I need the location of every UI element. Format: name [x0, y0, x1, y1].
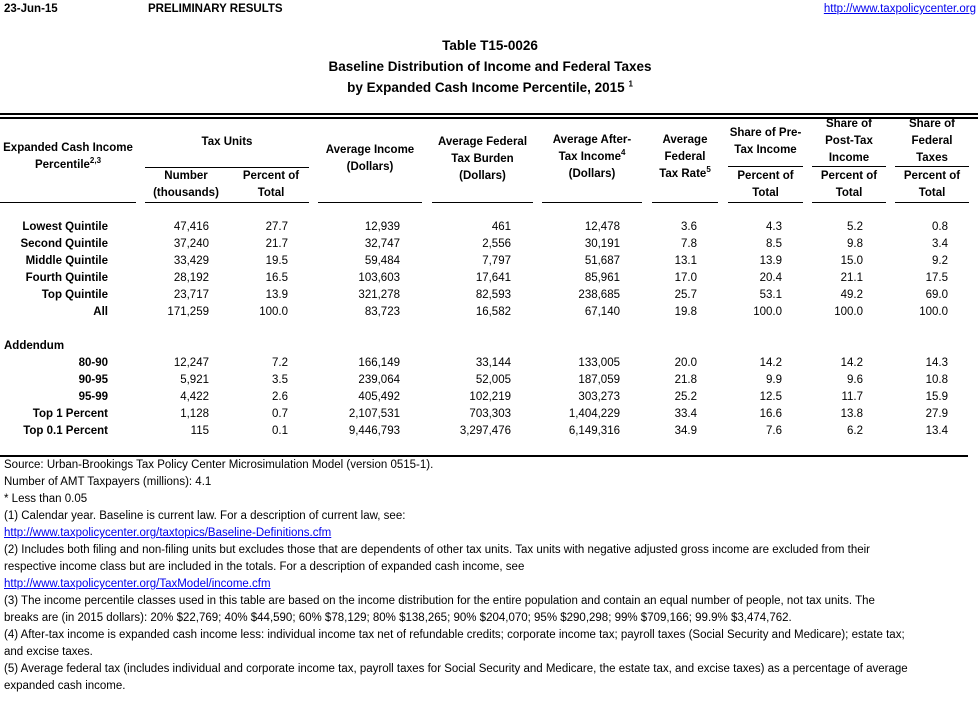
cell-share-posttax: 5.2 — [847, 221, 863, 233]
col-header-percentile — [0, 140, 136, 174]
col-subheader-share-fedtax-line1: Percent of — [903, 170, 961, 182]
row-label: Fourth Quintile — [25, 272, 108, 284]
col-subheader-share-pretax-line1: Percent of — [737, 170, 794, 182]
col-header-pct-total — [232, 168, 310, 202]
taxpolicycenter-link[interactable]: http://www.taxpolicycenter.org — [823, 3, 976, 15]
col-subheader-share-pretax-line2: Total — [752, 187, 779, 199]
cell-share-posttax: 13.8 — [840, 408, 863, 420]
cell-number: 5,921 — [180, 374, 209, 386]
cell-share-fedtax: 10.8 — [925, 374, 948, 386]
col-header-pct-total-line2: Total — [257, 187, 285, 199]
cell-avg-after-tax: 12,478 — [584, 221, 620, 233]
cell-avg-income: 32,747 — [364, 238, 400, 250]
cell-number: 23,717 — [173, 289, 209, 301]
cell-pct-total: 0.1 — [272, 425, 288, 437]
note-3-line2: breaks are (in 2015 dollars): 20% $22,769; 40% $44,590; 60% $78,129; 80% $138,265; 90% $204,070; 95% $290,298; 99% $709,166; 99.9% $3,474,762. — [4, 612, 792, 624]
col-header-number — [145, 168, 227, 202]
cell-avg-after-tax: 1,404,229 — [568, 408, 620, 420]
col-header-share-fedtax-line2: Federal — [911, 135, 953, 147]
cell-avg-fed-tax: 2,556 — [482, 238, 511, 250]
table-subtitle-text: by Expanded Cash Income Percentile, 2015 — [347, 80, 625, 95]
header-rule-share-posttax — [812, 202, 886, 203]
cell-avg-rate: 7.8 — [681, 238, 697, 250]
cell-avg-fed-tax: 3,297,476 — [459, 425, 511, 437]
cell-avg-rate: 13.1 — [674, 255, 697, 267]
note-2-line1: (2) Includes both filing and non-filing units but excludes those that are dependents of other tax units. Tax units with negative adjusted gross income are excluded from their — [4, 544, 870, 556]
cell-avg-fed-tax: 7,797 — [482, 255, 511, 267]
col-header-share-posttax — [812, 116, 886, 167]
header-rule-avg-income — [318, 202, 422, 203]
col-header-share-posttax-line2: Post-Tax — [825, 135, 873, 147]
cell-number: 37,240 — [173, 238, 209, 250]
cell-avg-fed-tax: 82,593 — [475, 289, 511, 301]
cell-share-fedtax: 15.9 — [925, 391, 948, 403]
cell-share-posttax: 49.2 — [840, 289, 863, 301]
cell-pct-total: 2.6 — [272, 391, 288, 403]
col-header-number-line1: Number — [164, 170, 208, 182]
col-header-avg-income-line1: Average Income — [325, 144, 415, 156]
cell-share-posttax: 21.1 — [840, 272, 863, 284]
col-subheader-share-posttax-line1: Percent of — [820, 170, 878, 182]
cell-avg-rate: 33.4 — [674, 408, 697, 420]
footnote-ref-2-3: 2,3 — [89, 156, 102, 166]
row-label: Second Quintile — [20, 238, 108, 250]
note-2-line2: respective income class but are included in the totals. For a description of expanded cash income, see — [4, 561, 525, 573]
cell-avg-after-tax: 133,005 — [578, 357, 620, 369]
cell-share-posttax: 11.7 — [841, 391, 863, 403]
table-row — [0, 219, 980, 236]
table-subtitle — [0, 80, 980, 95]
cell-share-posttax: 15.0 — [840, 255, 863, 267]
header-rule-percentile — [0, 202, 136, 203]
col-header-avg-fed-tax-line2: Tax Burden — [451, 153, 514, 165]
cell-share-pretax: 8.5 — [766, 238, 782, 250]
col-subheader-share-pretax — [728, 168, 803, 202]
cell-pct-total: 19.5 — [265, 255, 288, 267]
cell-number: 33,429 — [173, 255, 209, 267]
cell-share-posttax: 9.6 — [847, 374, 863, 386]
row-label: 80-90 — [78, 357, 108, 369]
cell-avg-income: 321,278 — [358, 289, 400, 301]
cell-pct-total: 7.2 — [272, 357, 288, 369]
cell-avg-rate: 19.8 — [674, 306, 697, 318]
cell-avg-rate: 25.7 — [674, 289, 697, 301]
col-header-percentile-text: Percentile — [34, 159, 90, 171]
table-id-title: Table T15-0026 — [442, 38, 538, 53]
cell-pct-total: 100.0 — [259, 306, 288, 318]
cell-pct-total: 3.5 — [272, 374, 288, 386]
cell-pct-total: 0.7 — [272, 408, 288, 420]
cell-pct-total: 21.7 — [265, 238, 288, 250]
cell-avg-rate: 25.2 — [674, 391, 697, 403]
col-header-share-pretax-line1: Share of Pre- — [729, 127, 802, 139]
cell-share-fedtax: 27.9 — [925, 408, 948, 420]
header-rule-tax-units — [145, 202, 309, 203]
note-amt-taxpayers: Number of AMT Taxpayers (millions): 4.1 — [4, 476, 212, 488]
cell-avg-income: 9,446,793 — [348, 425, 400, 437]
cell-avg-fed-tax: 52,005 — [475, 374, 511, 386]
cell-avg-income: 166,149 — [358, 357, 400, 369]
col-header-number-line2: (thousands) — [153, 187, 219, 199]
addendum-row — [0, 355, 980, 372]
table-row — [0, 270, 980, 287]
cell-avg-after-tax: 51,687 — [584, 255, 620, 267]
footnote-ref-4: 4 — [620, 148, 626, 158]
header-rule-avg-fed-tax — [432, 202, 533, 203]
cell-number: 115 — [190, 425, 209, 437]
cell-share-pretax: 53.1 — [759, 289, 782, 301]
col-header-avg-after-tax — [542, 132, 642, 183]
cell-avg-rate: 3.6 — [681, 221, 697, 233]
col-subheader-share-fedtax — [895, 168, 969, 202]
addendum-row — [0, 372, 980, 389]
share-pretax-rule — [728, 166, 803, 167]
cell-share-pretax: 7.6 — [766, 425, 782, 437]
row-label: 95-99 — [78, 391, 108, 403]
cell-share-pretax: 12.5 — [759, 391, 782, 403]
cell-avg-after-tax: 303,273 — [578, 391, 620, 403]
col-header-avg-rate-line2: Federal — [664, 151, 706, 163]
cell-avg-fed-tax: 16,582 — [475, 306, 511, 318]
note-4-line2: and excise taxes. — [4, 646, 93, 658]
cell-pct-total: 27.7 — [265, 221, 288, 233]
cell-avg-fed-tax: 17,641 — [475, 272, 511, 284]
cell-share-pretax: 100.0 — [753, 306, 782, 318]
header-rule-share-pretax — [728, 202, 803, 203]
cell-avg-income: 12,939 — [364, 221, 400, 233]
cell-avg-income: 405,492 — [358, 391, 400, 403]
cell-avg-income: 239,064 — [358, 374, 400, 386]
addendum-row — [0, 423, 980, 440]
footnote-ref-5: 5 — [706, 165, 711, 175]
header-rule-avg-after-tax — [542, 202, 642, 203]
cell-number: 4,422 — [180, 391, 209, 403]
addendum-row — [0, 406, 980, 423]
col-header-avg-fed-tax-line3: (Dollars) — [459, 170, 506, 182]
addendum-row — [0, 389, 980, 406]
table-main-title: Baseline Distribution of Income and Federal Taxes — [328, 59, 652, 74]
cell-share-fedtax: 13.4 — [925, 425, 948, 437]
col-header-avg-after-tax-text: Tax Income — [558, 151, 621, 163]
table-row — [0, 253, 980, 270]
col-subheader-share-fedtax-line2: Total — [918, 187, 946, 199]
cell-share-fedtax: 3.4 — [932, 238, 948, 250]
col-subheader-share-posttax — [812, 168, 886, 202]
cell-share-fedtax: 100.0 — [919, 306, 948, 318]
col-header-share-fedtax-line1: Share of — [908, 118, 955, 130]
col-header-avg-after-tax-line3: (Dollars) — [568, 168, 616, 180]
cell-share-pretax: 14.2 — [759, 357, 782, 369]
col-header-avg-rate-line1: Average — [662, 134, 708, 146]
cell-share-posttax: 14.2 — [840, 357, 863, 369]
row-label: Top 1 Percent — [32, 408, 108, 420]
col-header-avg-after-tax-line2 — [542, 149, 642, 166]
cell-share-fedtax: 69.0 — [925, 289, 948, 301]
col-header-percentile-line2 — [0, 157, 136, 174]
cell-number: 47,416 — [173, 221, 209, 233]
col-header-share-posttax-line3: Income — [828, 152, 870, 164]
cell-share-posttax: 9.8 — [847, 238, 863, 250]
cell-avg-after-tax: 85,961 — [584, 272, 620, 284]
cell-avg-after-tax: 238,685 — [578, 289, 620, 301]
cell-avg-after-tax: 30,191 — [584, 238, 620, 250]
cell-avg-rate: 17.0 — [674, 272, 697, 284]
cell-pct-total: 13.9 — [265, 289, 288, 301]
cell-avg-income: 83,723 — [364, 306, 400, 318]
cell-share-fedtax: 9.2 — [932, 255, 948, 267]
footnote-ref-1: 1 — [628, 79, 633, 89]
cell-share-pretax: 13.9 — [759, 255, 782, 267]
cell-share-posttax: 100.0 — [834, 306, 863, 318]
cell-avg-income: 103,603 — [358, 272, 400, 284]
note-1: (1) Calendar year. Baseline is current law. For a description of current law, see: — [4, 510, 406, 522]
col-header-avg-rate-line3 — [652, 166, 718, 183]
note-4-line1: (4) After-tax income is expanded cash income less: individual income tax net of refundable credits; corporate income tax; payroll taxes (Social Security and Medicare); estate tax; — [4, 629, 905, 641]
addendum-label: Addendum — [4, 340, 65, 352]
cell-avg-fed-tax: 461 — [491, 221, 511, 233]
cell-avg-after-tax: 187,059 — [578, 374, 620, 386]
col-header-share-fedtax — [895, 116, 969, 167]
cell-avg-after-tax: 67,140 — [584, 306, 620, 318]
col-header-avg-fed-tax-line1: Average Federal — [437, 136, 528, 148]
row-label: All — [93, 306, 108, 318]
income-definition-link[interactable]: http://www.taxpolicycenter.org/TaxModel/income.cfm — [4, 578, 271, 590]
table-row — [0, 287, 980, 304]
row-label: Top Quintile — [41, 289, 108, 301]
cell-share-pretax: 4.3 — [766, 221, 782, 233]
cell-share-posttax: 6.2 — [847, 425, 863, 437]
note-5-line2: expanded cash income. — [4, 680, 126, 692]
baseline-definitions-link[interactable]: http://www.taxpolicycenter.org/taxtopics/Baseline-Definitions.cfm — [4, 527, 332, 539]
note-source: Source: Urban-Brookings Tax Policy Center Microsimulation Model (version 0515-1). — [4, 459, 434, 471]
cell-avg-fed-tax: 703,303 — [469, 408, 511, 420]
header-rule-share-fedtax — [895, 202, 969, 203]
cell-number: 1,128 — [180, 408, 209, 420]
col-header-share-pretax-line2: Tax Income — [734, 144, 797, 156]
col-subheader-share-posttax-line2: Total — [835, 187, 863, 199]
cell-share-pretax: 16.6 — [759, 408, 782, 420]
cell-avg-rate: 20.0 — [674, 357, 697, 369]
col-header-percentile-line1: Expanded Cash Income — [3, 142, 133, 154]
cell-number: 28,192 — [173, 272, 209, 284]
col-header-avg-rate — [652, 132, 718, 183]
cell-avg-income: 2,107,531 — [348, 408, 400, 420]
note-3-line1: (3) The income percentile classes used in this table are based on the income distribution for the entire population and contain an equal number of people, not tax units. The — [4, 595, 875, 607]
report-date: 23-Jun-15 — [4, 3, 58, 15]
col-header-share-pretax — [728, 125, 803, 159]
cell-share-fedtax: 0.8 — [932, 221, 948, 233]
cell-share-pretax: 9.9 — [766, 374, 782, 386]
preliminary-results-label: PRELIMINARY RESULTS — [148, 3, 283, 15]
cell-avg-after-tax: 6,149,316 — [568, 425, 620, 437]
note-5-line1: (5) Average federal tax (includes individual and corporate income tax, payroll taxes for Social Security and Medicare, the estate tax, and excise taxes) as a percentage of average — [4, 663, 908, 675]
cell-share-fedtax: 14.3 — [925, 357, 948, 369]
row-label: Top 0.1 Percent — [23, 425, 108, 437]
cell-avg-rate: 34.9 — [674, 425, 697, 437]
row-label: Lowest Quintile — [22, 221, 108, 233]
share-posttax-rule — [812, 166, 886, 167]
col-header-avg-after-tax-line1: Average After- — [552, 134, 632, 146]
header-rule-avg-rate — [652, 202, 718, 203]
col-header-avg-income — [318, 142, 422, 176]
cell-number: 171,259 — [167, 306, 209, 318]
cell-avg-income: 59,484 — [364, 255, 400, 267]
row-label: 90-95 — [78, 374, 108, 386]
col-header-pct-total-line1: Percent of — [242, 170, 300, 182]
cell-share-pretax: 20.4 — [759, 272, 782, 284]
note-less-than: * Less than 0.05 — [4, 493, 88, 505]
cell-number: 12,247 — [173, 357, 209, 369]
col-header-share-fedtax-line3: Taxes — [916, 152, 948, 164]
col-header-avg-fed-tax — [432, 134, 533, 185]
cell-avg-rate: 21.8 — [674, 374, 697, 386]
cell-share-fedtax: 17.5 — [925, 272, 948, 284]
cell-pct-total: 16.5 — [265, 272, 288, 284]
row-label: Middle Quintile — [25, 255, 108, 267]
cell-avg-fed-tax: 33,144 — [475, 357, 511, 369]
col-header-share-posttax-line1: Share of — [825, 118, 872, 130]
col-header-avg-rate-text: Tax Rate — [659, 168, 707, 180]
table-row-total — [0, 304, 980, 321]
table-row — [0, 236, 980, 253]
col-header-avg-income-line2: (Dollars) — [346, 161, 394, 173]
col-group-tax-units: Tax Units — [201, 136, 253, 148]
share-fedtax-rule — [895, 166, 969, 167]
cell-avg-fed-tax: 102,219 — [469, 391, 511, 403]
